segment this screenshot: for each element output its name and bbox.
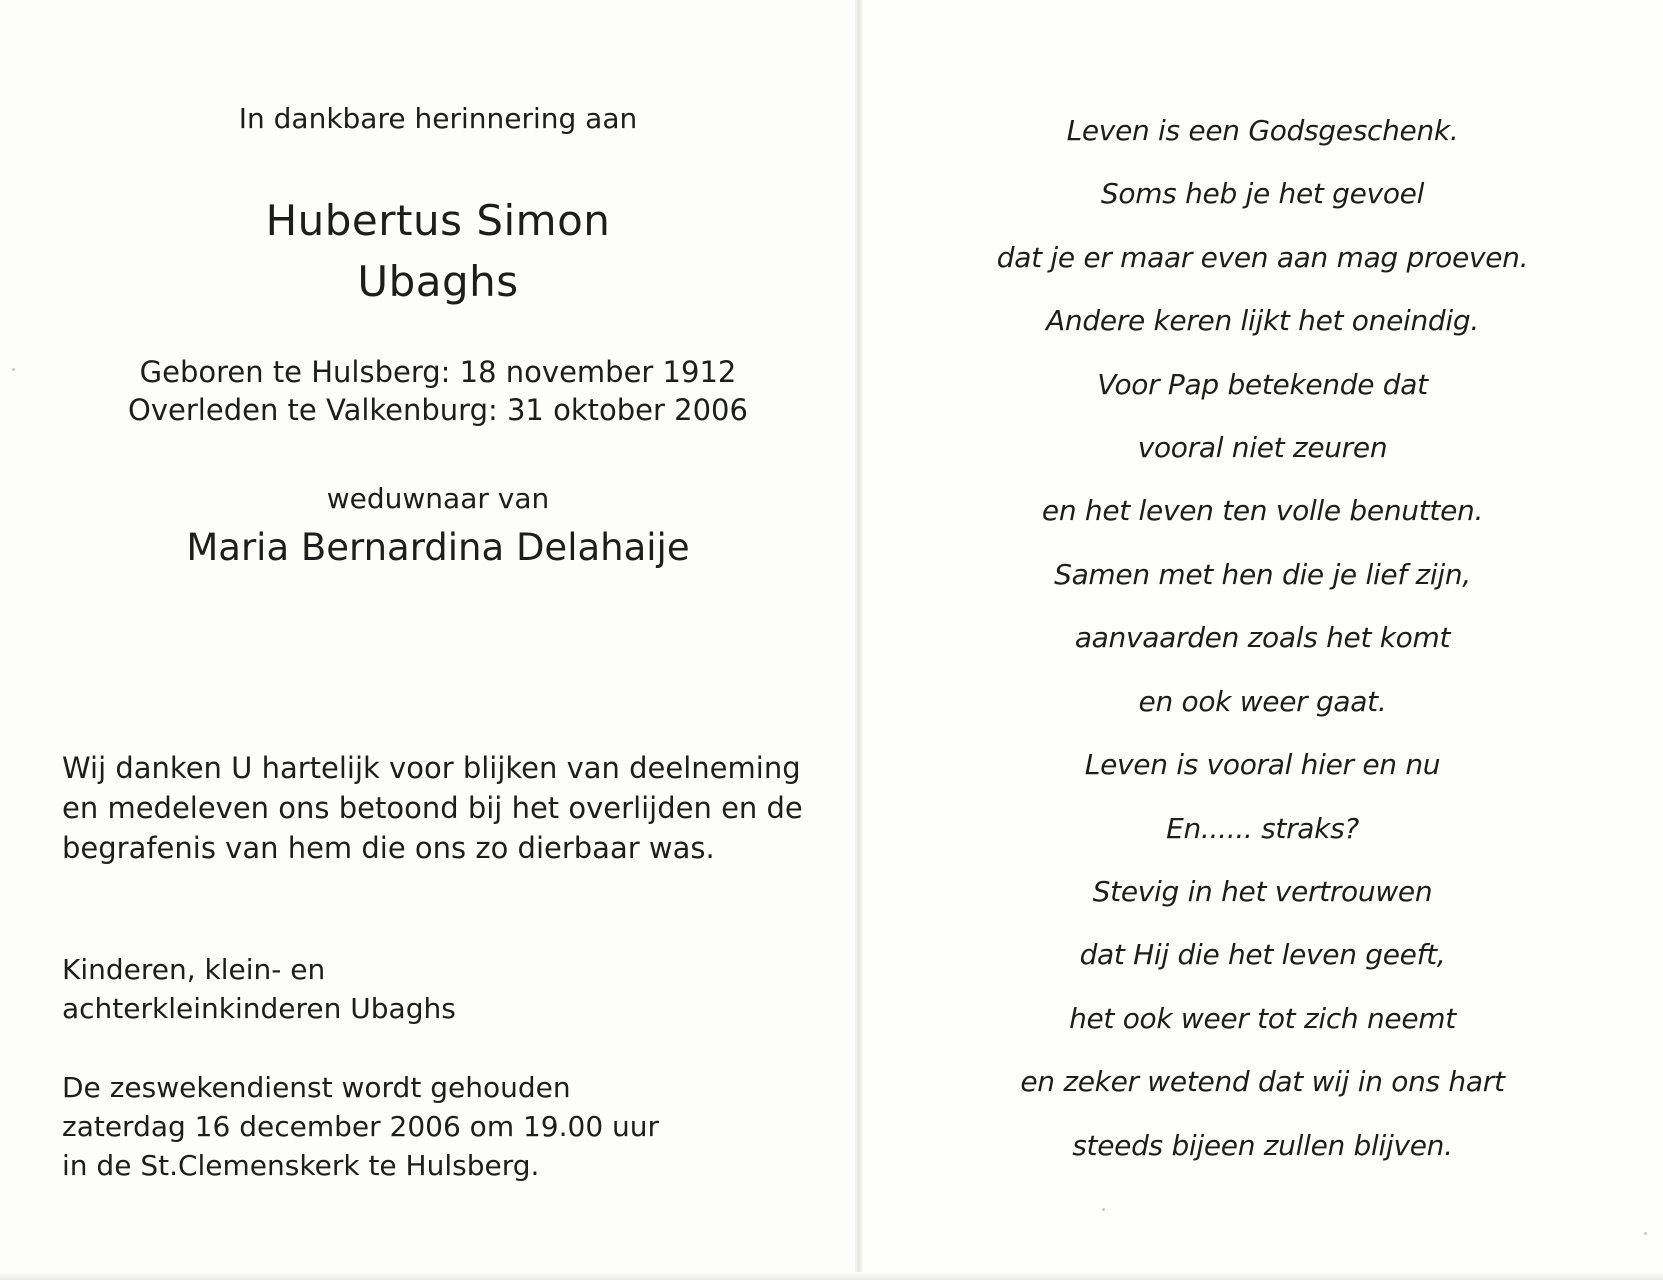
card-bottom-edge bbox=[0, 1272, 1663, 1280]
service-line: zaterdag 16 december 2006 om 19.00 uur bbox=[62, 1110, 660, 1143]
deceased-first-names: Hubertus Simon bbox=[265, 196, 611, 245]
poem-line: Leven is vooral hier en nu bbox=[1084, 748, 1441, 781]
widower-label: weduwnaar van bbox=[326, 482, 550, 515]
service-notice bbox=[62, 1068, 659, 1185]
poem-line: Leven is een Godsgeschenk. bbox=[1066, 114, 1459, 147]
poem-line: dat je er maar even aan mag proeven. bbox=[996, 241, 1529, 274]
service-line: in de St.Clemenskerk te Hulsberg. bbox=[62, 1149, 540, 1182]
poem-line: en zeker wetend dat wij in ons hart bbox=[1020, 1065, 1505, 1098]
poem-line: dat Hij die het leven geeft, bbox=[1079, 938, 1446, 971]
poem-line: En...... straks? bbox=[1166, 812, 1359, 845]
family-signature bbox=[62, 950, 456, 1028]
poem-line: Samen met hen die je lief zijn, bbox=[1054, 558, 1471, 591]
birth-line: Geboren te Hulsberg: 18 november 1912 bbox=[139, 355, 737, 389]
poem-line: aanvaarden zoals het komt bbox=[1074, 621, 1451, 654]
intro-text: In dankbare herinnering aan bbox=[238, 102, 638, 135]
death-line: Overleden te Valkenburg: 31 oktober 2006 bbox=[128, 393, 748, 427]
family-line: achterkleinkinderen Ubaghs bbox=[62, 992, 456, 1025]
poem-line: Stevig in het vertrouwen bbox=[1092, 875, 1433, 908]
poem-line: Voor Pap betekende dat bbox=[1097, 368, 1428, 401]
family-line: Kinderen, klein- en bbox=[62, 953, 326, 986]
deceased-surname: Ubaghs bbox=[357, 257, 519, 306]
thanks-line: Wij danken U hartelijk voor blijken van deelneming bbox=[62, 751, 801, 785]
poem-line: en ook weer gaat. bbox=[1138, 685, 1387, 718]
poem-line: steeds bijeen zullen blijven. bbox=[1072, 1129, 1453, 1162]
spouse-name: Maria Bernardina Delahaije bbox=[186, 526, 690, 569]
paper-speck bbox=[1644, 1232, 1647, 1235]
poem-line: het ook weer tot zich neemt bbox=[1069, 1002, 1456, 1035]
poem-line: Soms heb je het gevoel bbox=[1100, 177, 1425, 210]
thanks-line: begrafenis van hem die ons zo dierbaar was. bbox=[62, 831, 715, 865]
poem-line: en het leven ten volle benutten. bbox=[1041, 494, 1484, 527]
thanks-line: en medeleven ons betoond bij het overlijden en de bbox=[62, 791, 803, 825]
paper-speck bbox=[1102, 1208, 1105, 1211]
thanks-paragraph bbox=[62, 748, 803, 868]
poem-line: vooral niet zeuren bbox=[1137, 431, 1388, 464]
service-line: De zeswekendienst wordt gehouden bbox=[62, 1071, 571, 1104]
poem-line: Andere keren lijkt het oneindig. bbox=[1046, 304, 1479, 337]
